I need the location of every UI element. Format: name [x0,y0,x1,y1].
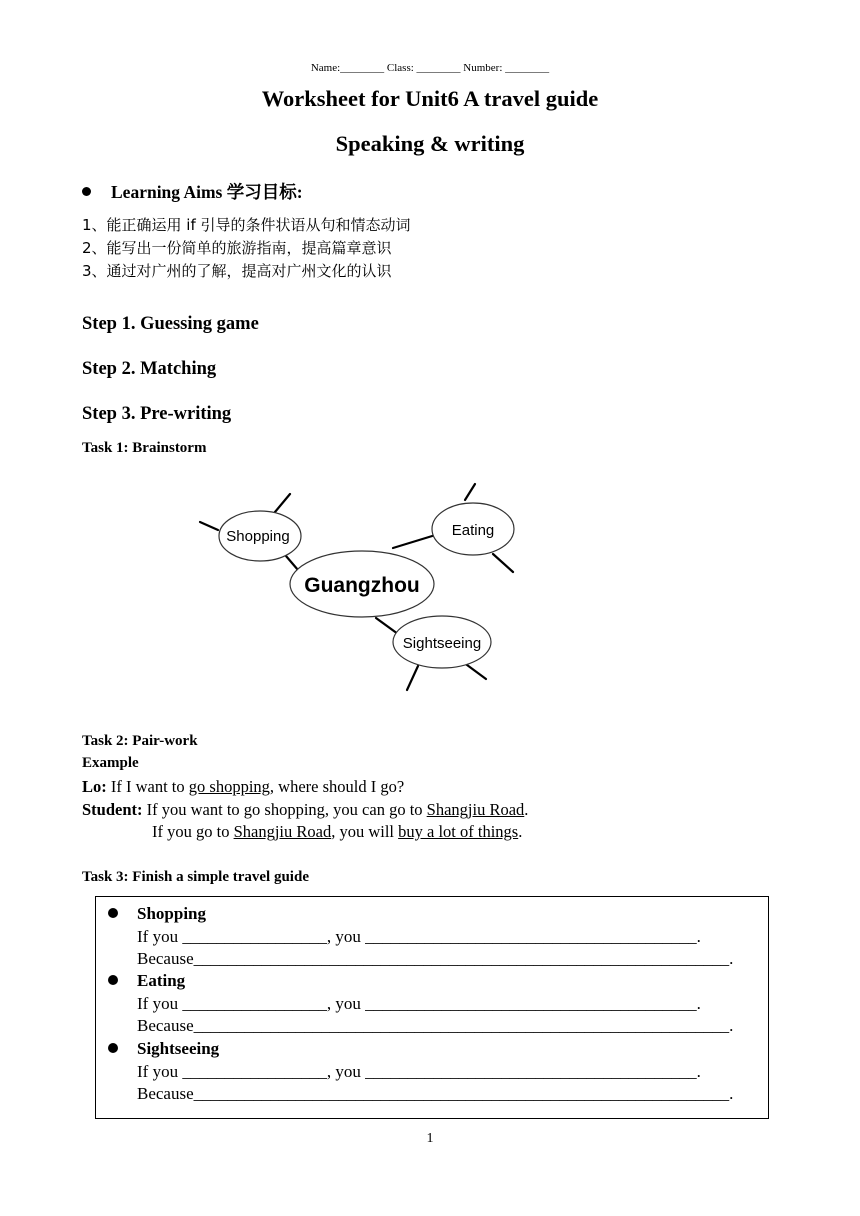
task-2-label: Task 2: Pair-work [82,733,198,749]
sightseeing-label: Sightseeing [402,635,482,652]
guide-because-line-sightseeing[interactable]: Because_______________________________________________________________. [137,1084,734,1103]
example-label: Example [82,755,139,771]
example-student-line-2 [152,822,522,842]
guide-because-line-eating[interactable]: Because_______________________________________________________________. [137,1016,734,1035]
student-text-1-end: . [524,800,529,819]
student-info-line: Name:________ Class: ________ Number: ________ [310,62,550,74]
guide-heading-eating [108,971,185,991]
eating-spoke-2 [493,554,513,572]
example-lo-line [82,777,404,797]
task-1-label: Task 1: Brainstorm [82,440,207,456]
student-text-2-mid: , you will [331,822,399,841]
shopping-connector [286,556,298,570]
shopping-spoke-1 [275,494,290,512]
student-underlined-1: Shangjiu Road [426,800,525,819]
student-text-2: If you go to [152,822,234,841]
page-title: Worksheet for Unit6 A travel guide [261,86,599,111]
guide-because-line-shopping[interactable]: Because_______________________________________________________________. [137,949,734,968]
aim-item-2: 2、能写出一份简单的旅游指南，提高篇章意识 [82,239,392,257]
shopping-label: Shopping [226,528,290,545]
aims-heading-zh: 学习目标 [226,183,297,203]
lo-speaker: Lo: [82,777,107,796]
example-student-line-1 [82,800,528,820]
aims-heading-en: Learning Aims [111,182,227,202]
student-speaker: Student: [82,800,143,819]
guide-heading-label: Shopping [137,904,206,923]
bullet-icon [108,908,118,918]
task-3-label: Task 3: Finish a simple travel guide [82,869,309,885]
guide-heading-sightseeing [108,1039,219,1059]
bullet-icon [82,187,91,196]
step-3-heading: Step 3. Pre-writing [82,404,232,424]
page-number: 1 [426,1131,434,1146]
aims-heading-colon: : [296,182,303,202]
lo-text: If I want to [106,777,189,796]
guide-heading-label: Sightseeing [137,1039,220,1058]
student-underlined-2: Shangjiu Road [233,822,332,841]
eating-spoke-1 [465,484,475,500]
step-2-heading: Step 2. Matching [82,359,217,379]
step-1-heading: Step 1. Guessing game [82,314,259,334]
guide-if-line-eating[interactable]: If you _________________, you _______________________________________. [137,994,701,1013]
aim-item-1: 1、能正确运用 if 引导的条件状语从句和情态动词 [82,216,411,234]
lo-text-end: , where should I go? [269,777,405,796]
shopping-spoke-2 [200,522,218,530]
brainstorm-mindmap [180,470,540,710]
guide-heading-shopping [108,904,206,924]
student-text-2-end: . [518,822,523,841]
bullet-icon [108,975,118,985]
sightseeing-spoke-1 [407,666,418,690]
lo-underlined: go shopping [188,777,270,796]
student-text-1: If you want to go shopping, you can go to [142,800,427,819]
page-subtitle: Speaking & writing [335,131,525,156]
guide-heading-label: Eating [137,971,186,990]
learning-aims-heading [82,179,303,204]
bullet-icon [108,1043,118,1053]
sightseeing-connector [376,618,398,634]
guide-if-line-sightseeing[interactable]: If you _________________, you _______________________________________. [137,1062,701,1081]
aim-item-3: 3、通过对广州的了解，提高对广州文化的认识 [82,262,392,280]
eating-label: Eating [451,522,495,539]
guide-if-line-shopping[interactable]: If you _________________, you _______________________________________. [137,927,701,946]
guangzhou-label: Guangzhou [304,574,420,597]
student-underlined-3: buy a lot of things [398,822,519,841]
